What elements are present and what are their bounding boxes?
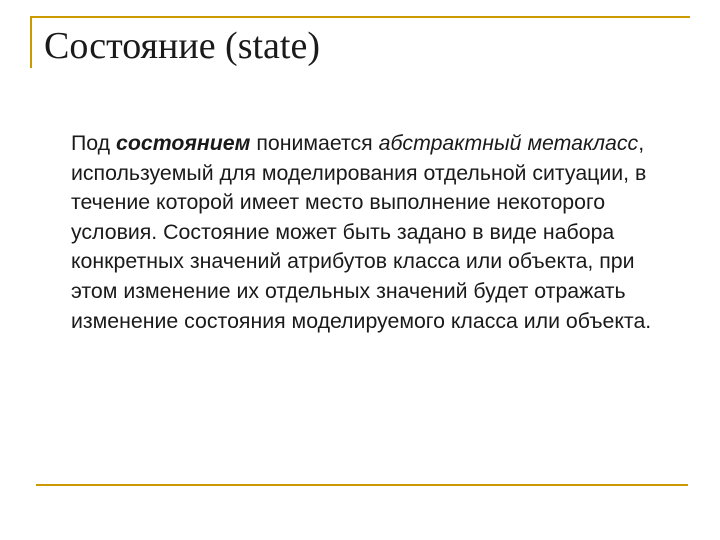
definition-paragraph bbox=[71, 129, 661, 336]
bottom-rule bbox=[36, 484, 688, 486]
term-abstract-metaclass: абстрактный метакласс bbox=[378, 131, 639, 155]
slide-title: Состояние (state) bbox=[44, 25, 321, 67]
paragraph-text-2: понимается bbox=[250, 131, 379, 155]
term-state: состоянием bbox=[116, 131, 251, 155]
top-rule bbox=[30, 16, 690, 18]
paragraph-text-3: , используемый для моделирования отдельной ситуации, в течение которой имеет место выполнение некоторого условия. Состояние может быть задано в виде набора конкретных значений атрибутов класса или объекта, при этом изменение их отдельных значений будет отражать изменение состояния моделируемого класса или объекта. bbox=[71, 131, 652, 333]
paragraph-text-1: Под bbox=[71, 131, 117, 155]
left-rule bbox=[30, 16, 32, 68]
